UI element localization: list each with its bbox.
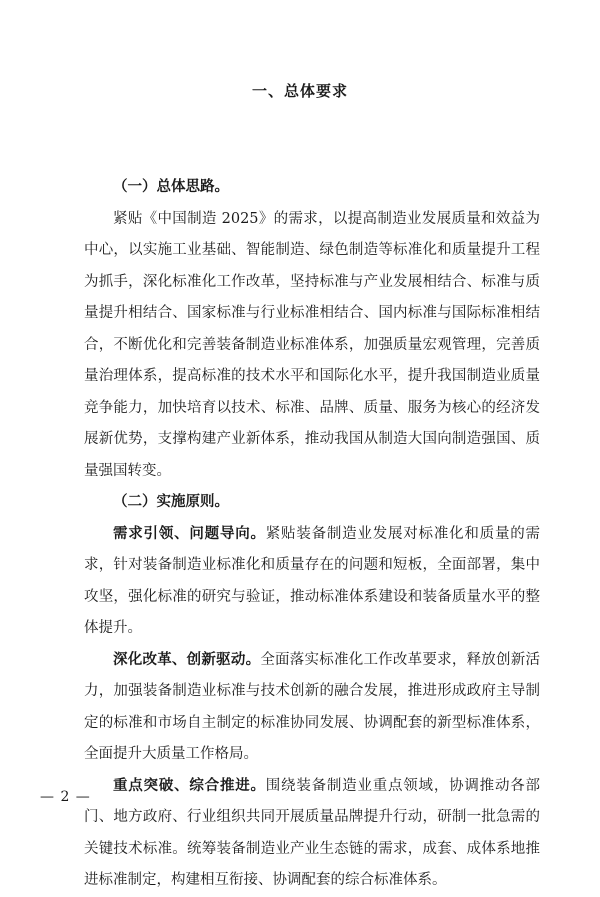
document-body: [84, 172, 540, 897]
principle-lead-demand-led: 需求引领、问题导向。: [113, 525, 266, 542]
principle-text-reform: 全面落实标准化工作改革要求，释放创新活力，加强装备制造业标准与技术创新的融合发展，推进形成政府主导制定的标准和市场自主制定的标准协同发展、协调配套的新型标准体系，全面提升大质量工作格局。: [84, 651, 541, 762]
general-approach-paragraph: 紧贴《中国制造 2025》的需求，以提高制造业发展质量和效益为中心，以实施工业基础、智能制造、绿色制造等标准化和质量提升工程为抓手，深化标准化工作改革，坚持标准与产业发展相结合、标准与质量提升相结合、国家标准与行业标准相结合、国内标准与国际标准相结合，不断优化和完善装备制造业标准体系，加强质量宏观管理，完善质量治理体系，提高标准的技术水平和国际化水平，提升我国制造业质量竞争能力，加快培育以技术、标准、品牌、质量、服务为核心的经济发展新优势，支撑构建产业新体系，推动我国从制造大国向制造强国、质量强国转变。: [84, 210, 540, 479]
subsection-heading-principles: （二）实施原则。: [113, 494, 229, 510]
page-number: — 2 —: [40, 789, 91, 805]
principle-lead-breakthrough: 重点突破、综合推进。: [113, 777, 266, 794]
section-title: 一、总体要求: [251, 82, 348, 100]
principle-paragraph-demand-led: [84, 519, 540, 645]
principle-text-demand-led: 紧贴装备制造业发展对标准化和质量的需求，针对装备制造业标准化和质量存在的问题和短板，全面部署，集中攻坚，强化标准的研究与验证，推动标准体系建设和装备质量水平的整体提升。: [84, 525, 541, 636]
subsection-heading-general-approach: （一）总体思路。: [113, 179, 229, 195]
principle-text-breakthrough: 围绕装备制造业重点领域，协调推动各部门、地方政府、行业组织共同开展质量品牌提升行动，研制一批急需的关键技术标准。统筹装备制造业产业生态链的需求，成套、成体系地推进标准制定，构建相互衔接、协调配套的综合标准体系。: [84, 777, 541, 888]
principle-paragraph-breakthrough: [84, 771, 540, 897]
principle-paragraph-reform: [84, 645, 540, 771]
principle-lead-reform: 深化改革、创新驱动。: [113, 651, 261, 668]
